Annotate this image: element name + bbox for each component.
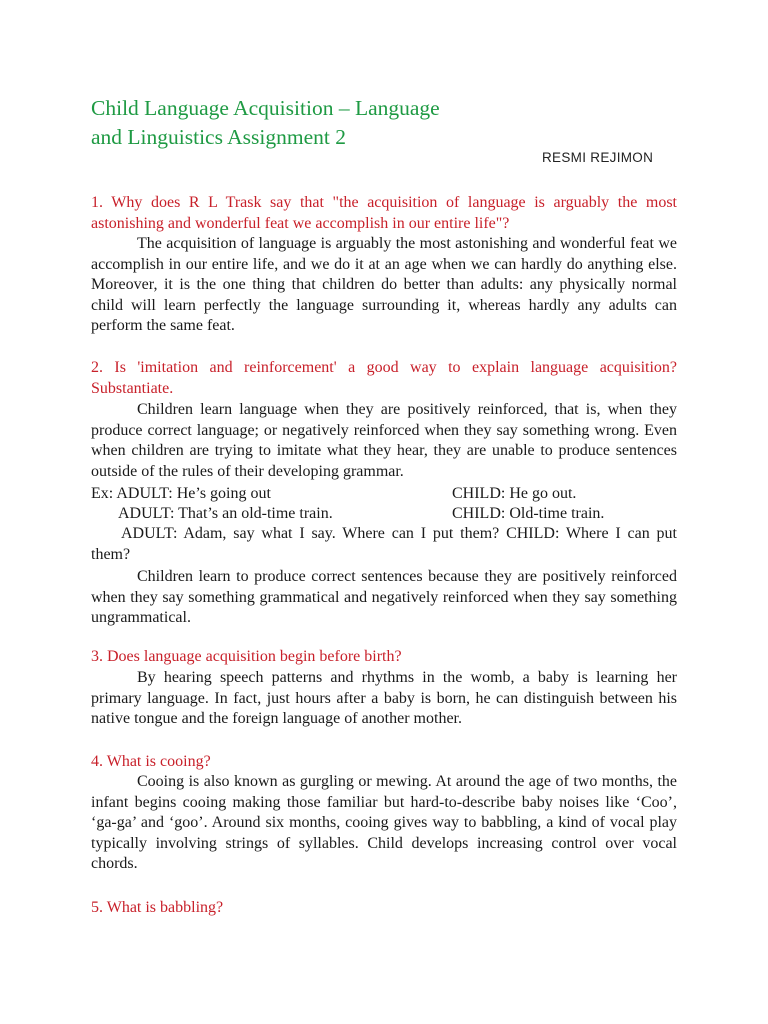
- answer-4: Cooing is also known as gurgling or mewing. At around the age of two months, the infant begins cooing making those familiar but hard-to-describe baby noises like ‘Coo’, ‘ga-ga’ and ‘goo’. Around six months, cooing gives way to babbling, a kind of vocal play typically involving strings of syllables. Child develops increasing control over vocal chords.: [91, 773, 677, 872]
- question-1: 1. Why does R L Trask say that "the acquisition of language is arguably the most astonishing and wonderful feat we accomplish in our entire life"?: [91, 194, 677, 232]
- example-2-adult: ADULT: That’s an old-time train.: [118, 505, 333, 522]
- example-2-child: CHILD: Old-time train.: [452, 505, 605, 522]
- author-name: RESMI REJIMON: [542, 150, 654, 165]
- example-1-child: CHILD: He go out.: [452, 485, 577, 502]
- title-line-1: Child Language Acquisition – Language: [91, 96, 440, 120]
- question-3: 3. Does language acquisition begin before birth?: [91, 648, 402, 665]
- question-5: 5. What is babbling?: [91, 899, 224, 916]
- answer-1: The acquisition of language is arguably the most astonishing and wonderful feat we accomplish in our entire life, and we do it at an age when we can hardly do anything else. Moreover, it is the one thing that children do better than adults: any physically normal child will learn perfectly the language surrounding it, whereas hardly any adults can perform the same feat.: [91, 235, 677, 334]
- answer-3: By hearing speech patterns and rhythms in the womb, a baby is learning her primary language. In fact, just hours after a baby is born, he can distinguish between his native tongue and the foreign language of another mother.: [91, 669, 677, 727]
- document-title: [91, 94, 511, 152]
- example-3: ADULT: Adam, say what I say. Where can I put them? CHILD: Where I can put them?: [91, 525, 677, 563]
- question-2: 2. Is 'imitation and reinforcement' a good way to explain language acquisition? Substantiate.: [91, 359, 677, 397]
- question-4: 4. What is cooing?: [91, 753, 211, 770]
- answer-2-conclusion: Children learn to produce correct sentences because they are positively reinforced when they say something grammatical and negatively reinforced when they say something ungrammatical.: [91, 568, 677, 626]
- answer-2: Children learn language when they are positively reinforced, that is, when they produce correct language; or negatively reinforced when they say something wrong. Even when children are trying to imitate what they hear, they are unable to produce sentences outside of the rules of their developing grammar.: [91, 401, 677, 480]
- example-1-adult: Ex: ADULT: He’s going out: [91, 485, 271, 502]
- title-line-2: and Linguistics Assignment 2: [91, 125, 347, 149]
